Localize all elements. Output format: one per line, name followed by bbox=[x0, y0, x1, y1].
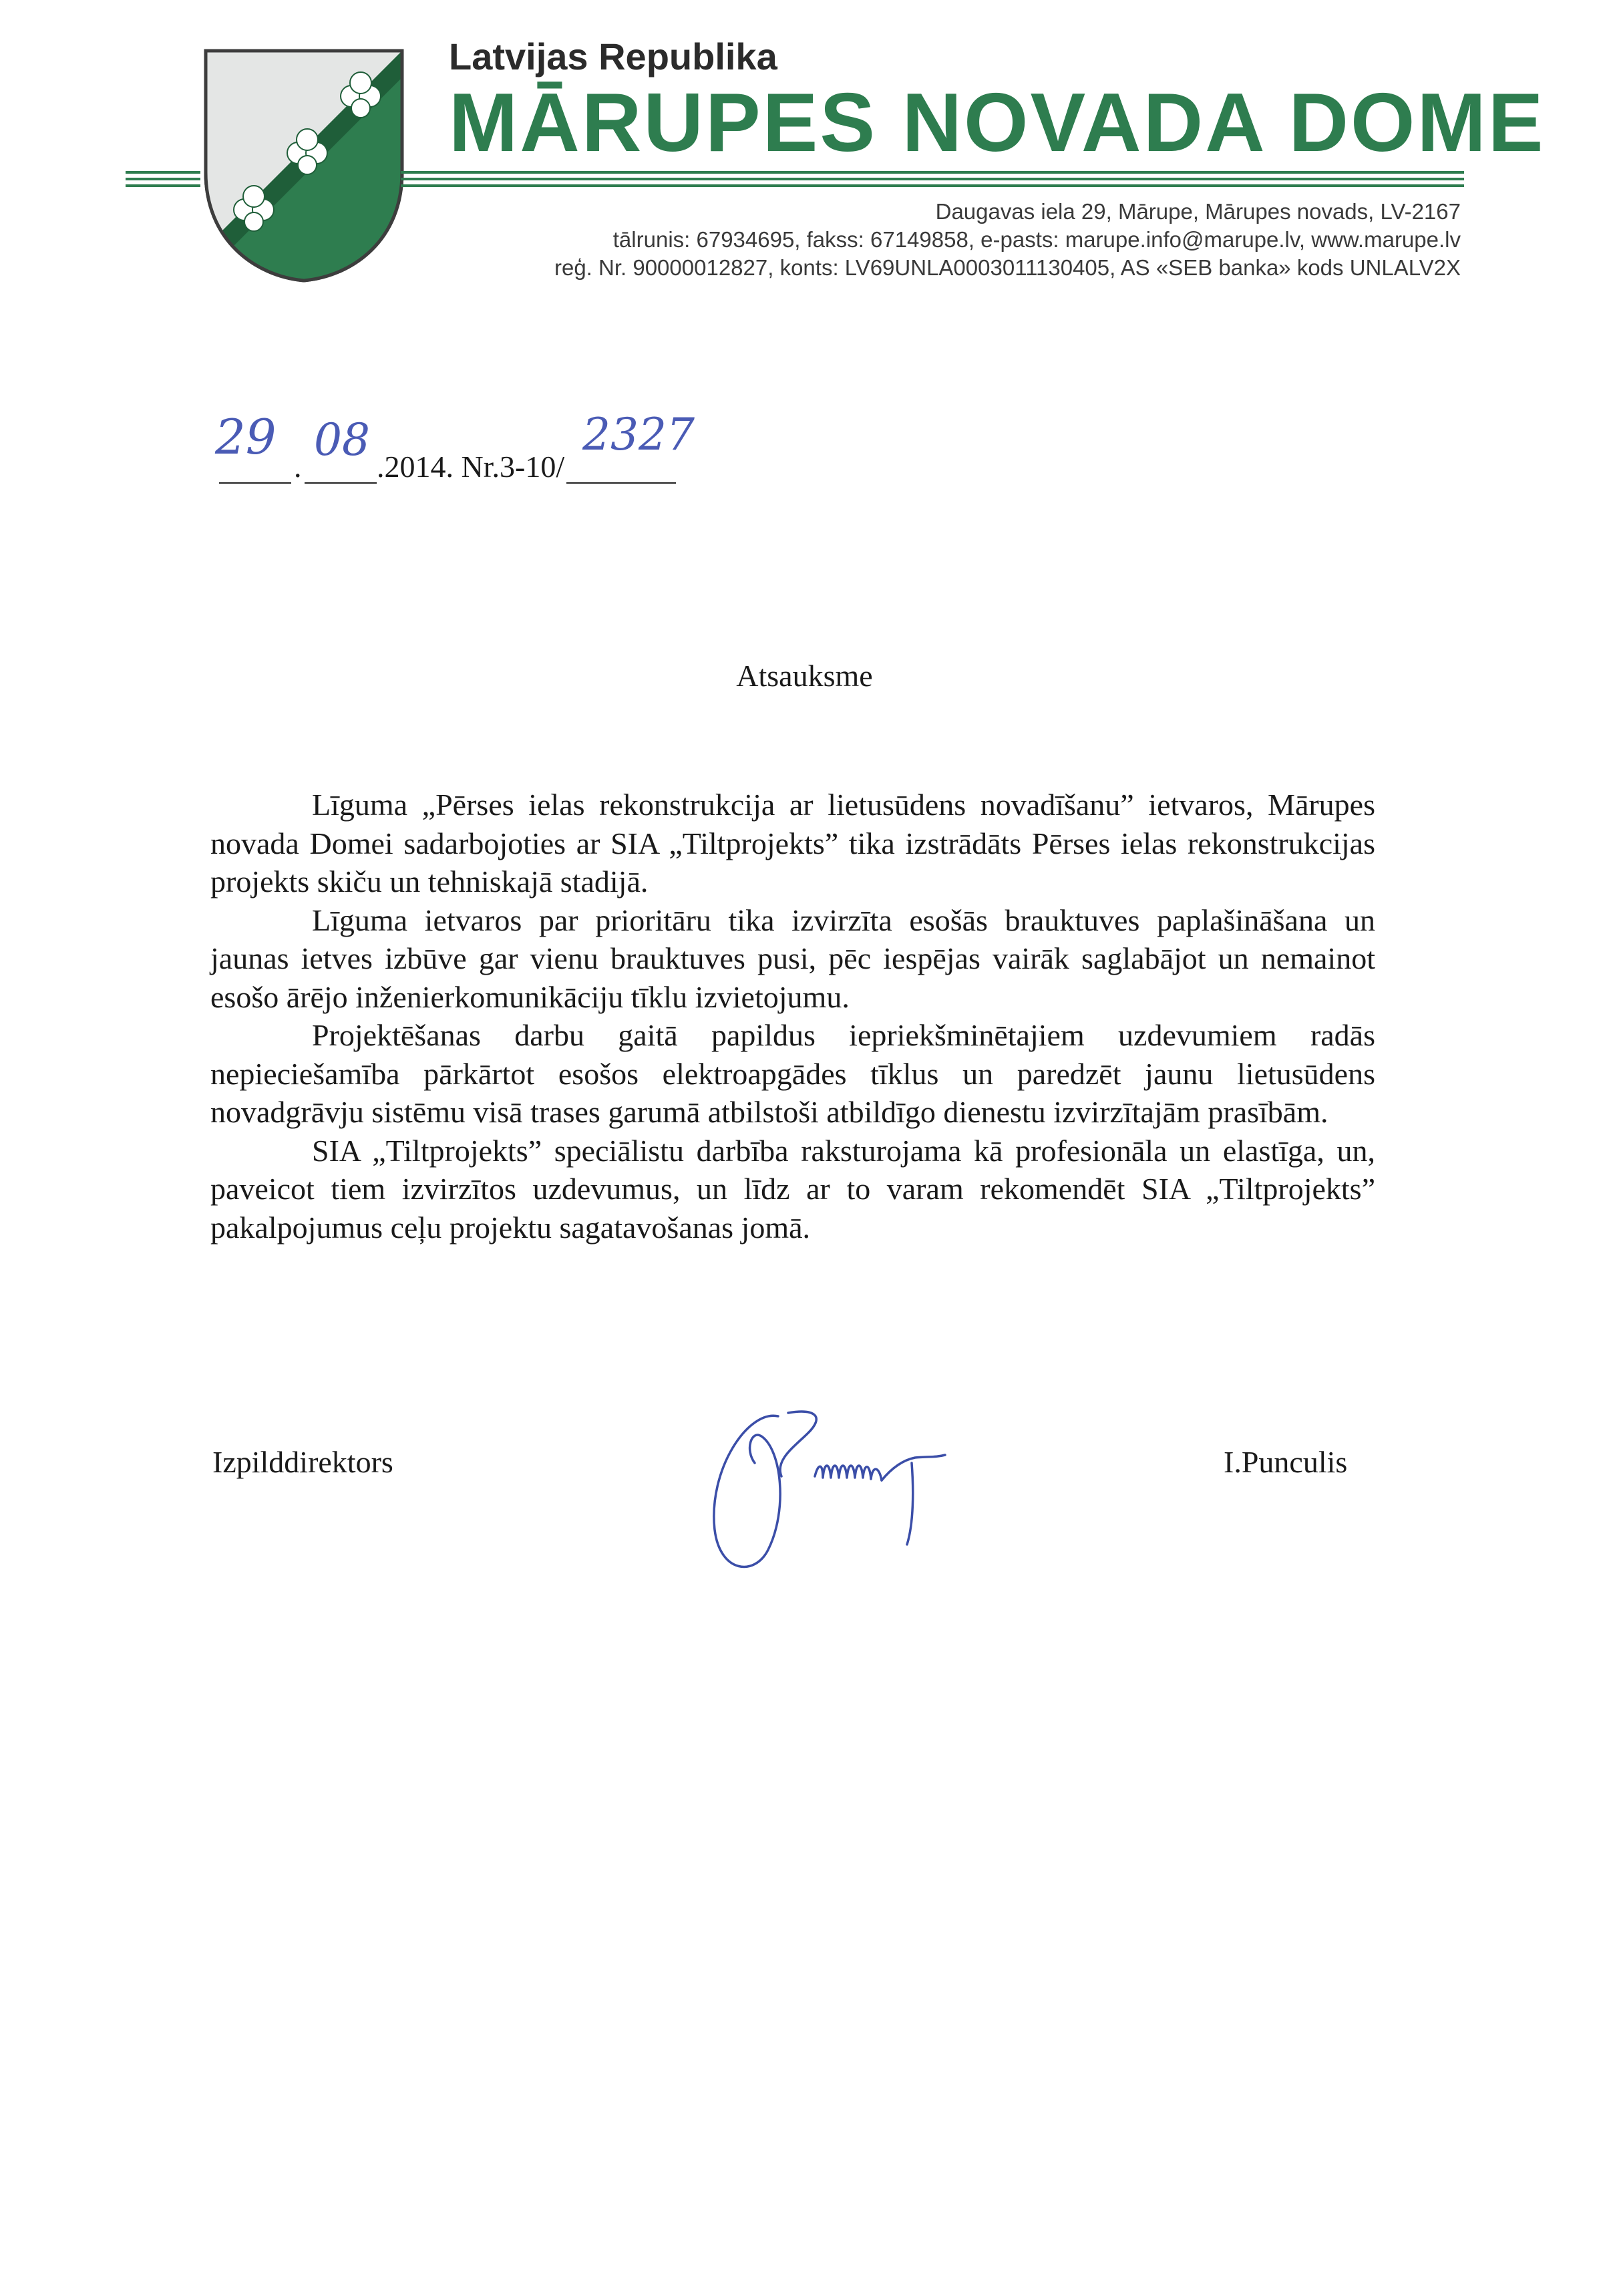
letter-body bbox=[210, 786, 1375, 1247]
date-day-underline bbox=[219, 482, 291, 484]
signatory-name: I.Punculis bbox=[1224, 1445, 1348, 1479]
letterhead-contacts: tālrunis: 67934695, fakss: 67149858, e-pasts: marupe.info@marupe.lv, www.marupe.lv bbox=[612, 227, 1461, 252]
handwritten-signature bbox=[681, 1396, 1015, 1597]
letterhead-rule bbox=[126, 178, 200, 180]
letterhead-rule bbox=[126, 184, 200, 187]
letterhead-rule bbox=[401, 184, 1464, 187]
body-paragraph: Projektēšanas darbu gaitā papildus iepriekšminētajiem uzdevumiem radās nepieciešamība pārkārtot esošos elektroapgādes tīklus un paredzēt jaunu lietusūdens novadgrāvju sistēmu visā trases garumā atbilstoši atbildīgo dienestu izvirzītajām prasībām. bbox=[210, 1018, 1375, 1129]
reference-number-handwritten: 2327 bbox=[582, 409, 695, 460]
body-paragraph: Līguma ietvaros par prioritāru tika izvirzīta esošās brauktuves paplašināšana un jaunas ietves izbūve gar vienu brauktuves pusi, pēc iespējas vairāk saglabājot un nemainot esošo ārējo inženierkomunikāciju tīklu izvietojumu. bbox=[210, 903, 1375, 1014]
letterhead-republic: Latvijas Republika bbox=[449, 35, 777, 77]
municipal-coat-of-arms-icon bbox=[200, 45, 407, 286]
date-day-handwritten: 29 bbox=[215, 409, 277, 465]
letterhead-registration: reģ. Nr. 90000012827, konts: LV69UNLA0003011130405, AS «SEB banka» kods UNLALV2X bbox=[554, 255, 1461, 280]
letterhead-address: Daugavas iela 29, Mārupe, Mārupes novads, LV-2167 bbox=[935, 199, 1461, 224]
date-separator: . bbox=[294, 450, 302, 484]
letterhead-council-name: MĀRUPES NOVADA DOME bbox=[449, 77, 1546, 169]
letterhead-rule bbox=[401, 178, 1464, 180]
document-title: Atsauksme bbox=[736, 659, 873, 693]
date-month-underline bbox=[305, 482, 377, 484]
reference-year-and-prefix: .2014. Nr.3-10/ bbox=[377, 450, 565, 484]
body-paragraph: Līguma „Pērses ielas rekonstrukcija ar lietusūdens novadīšanu” ietvaros, Mārupes novada Domei sadarbojoties ar SIA „Tiltprojekts” tika izstrādāts Pērses ielas rekonstrukcijas projekts skiču un tehniskajā stadijā. bbox=[210, 788, 1375, 898]
reference-number-underline bbox=[566, 482, 676, 484]
signatory-role: Izpilddirektors bbox=[212, 1445, 393, 1479]
date-month-handwritten: 08 bbox=[314, 414, 370, 466]
letterhead-rule bbox=[126, 171, 200, 174]
letterhead-rule bbox=[401, 171, 1464, 174]
body-paragraph: SIA „Tiltprojekts” speciālistu darbība raksturojama kā profesionāla un elastīga, un, paveicot tiem izvirzītos uzdevumus, un līdz ar to varam rekomendēt SIA „Tiltprojekts” pakalpojumus ceļu projektu sagatavošanas jomā. bbox=[210, 1133, 1375, 1245]
